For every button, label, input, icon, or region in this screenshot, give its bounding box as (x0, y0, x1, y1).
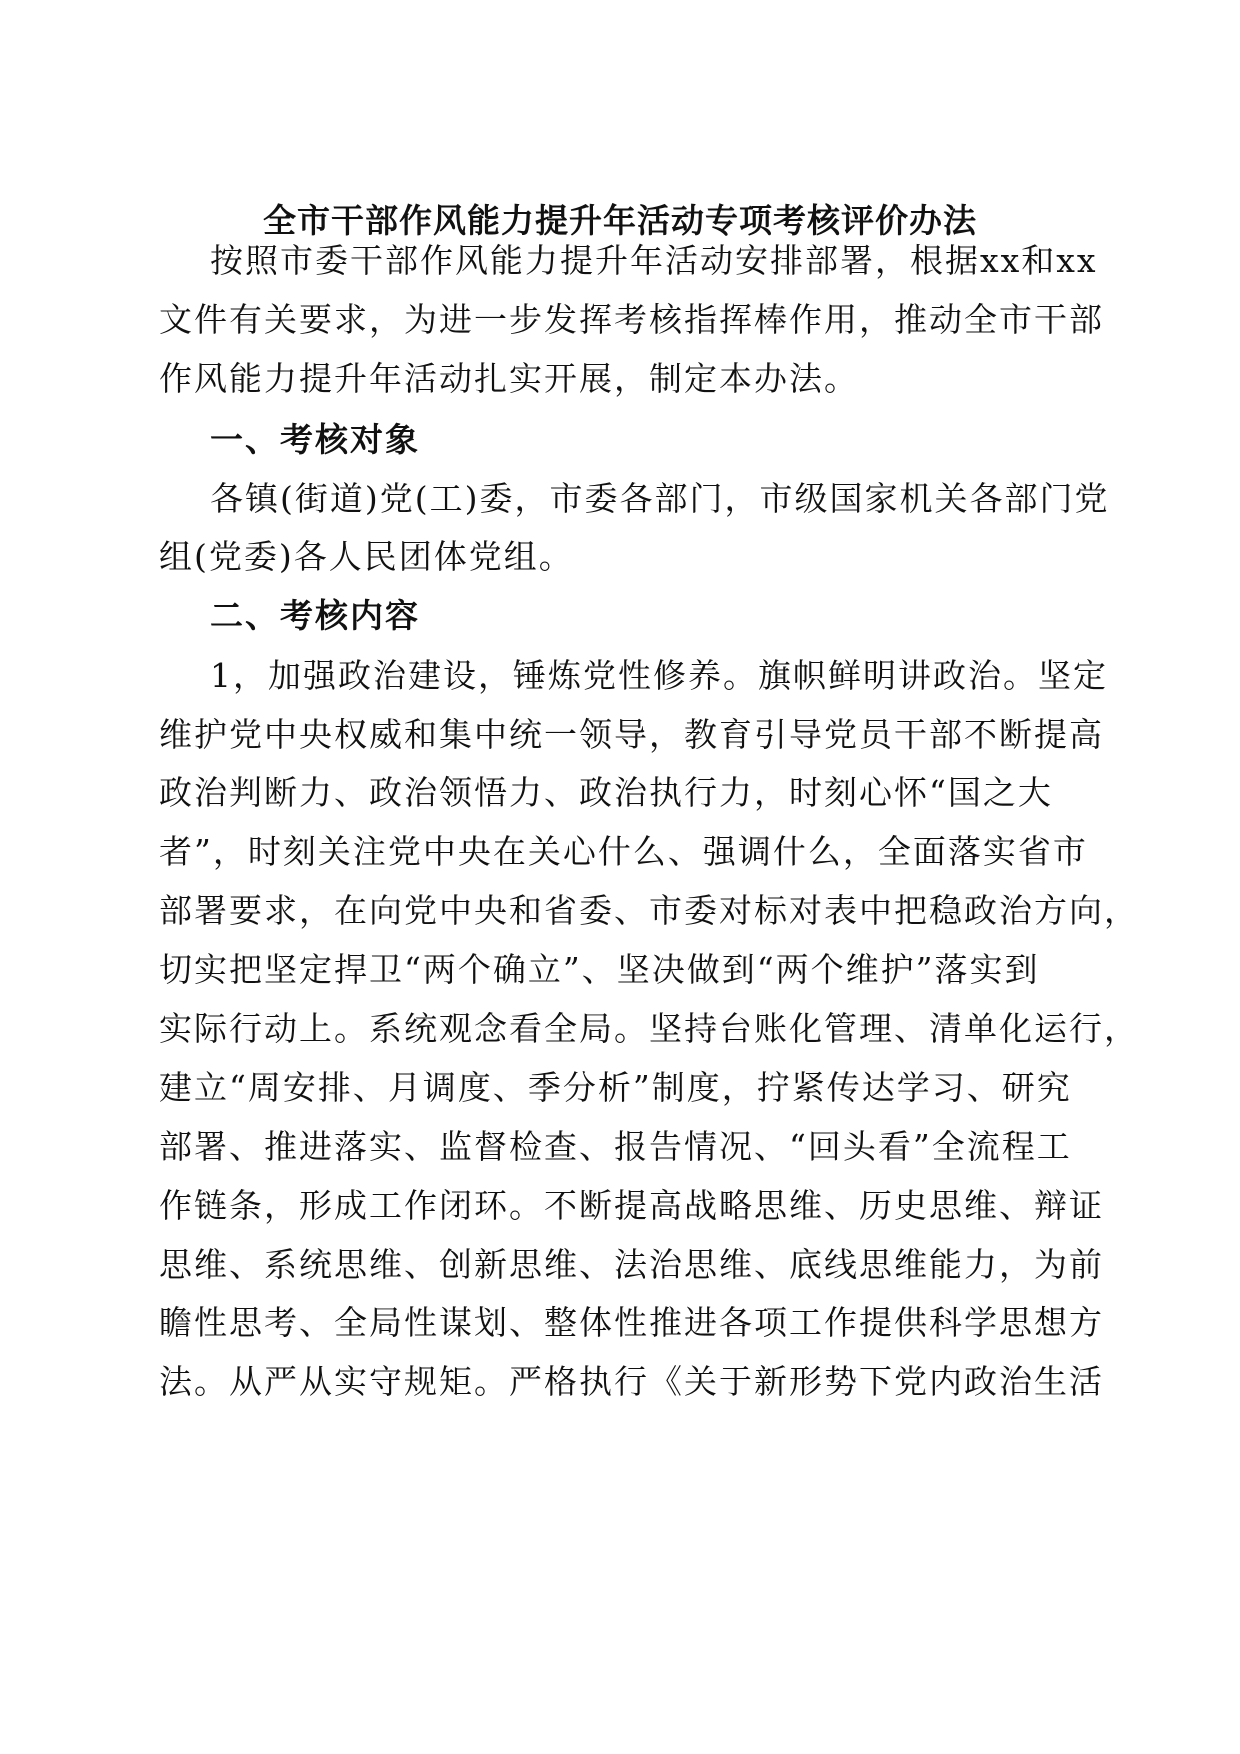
intro-line: 按照市委干部作风能力提升年活动安排部署，根据xx和xx (210, 241, 1098, 280)
body-line: 各镇(街道)党(工)委，市委各部门，市级国家机关各部门党 (210, 479, 1110, 518)
body-line: 部署要求，在向党中央和省委、市委对标对表中把稳政治方向， (159, 891, 1139, 930)
body-line: 建立“周安排、月调度、季分析”制度，拧紧传达学习、研究 (159, 1068, 1072, 1107)
body-line: 法。从严从实守规矩。严格执行《关于新形势下党内政治生活 (159, 1362, 1104, 1401)
intro-line: 文件有关要求，为进一步发挥考核指挥棒作用，推动全市干部 (159, 300, 1104, 339)
body-line: 1，加强政治建设，锤炼党性修养。旗帜鲜明讲政治。坚定 (210, 656, 1108, 695)
body-line: 作链条，形成工作闭环。不断提高战略思维、历史思维、辩证 (159, 1186, 1104, 1225)
document-title: 全市干部作风能力提升年活动专项考核评价办法 (263, 201, 977, 240)
body-line: 组(党委)各人民团体党组。 (159, 537, 574, 576)
section-heading: 二、考核内容 (210, 596, 420, 635)
body-line: 瞻性思考、全局性谋划、整体性推进各项工作提供科学思想方 (159, 1303, 1104, 1342)
body-line: 实际行动上。系统观念看全局。坚持台账化管理、清单化运行， (159, 1009, 1139, 1048)
body-line: 者”，时刻关注党中央在关心什么、强调什么，全面落实省市 (159, 832, 1088, 871)
body-line: 切实把坚定捍卫“两个确立”、坚决做到“两个维护”落实到 (159, 950, 1040, 989)
intro-line: 作风能力提升年活动扎实开展，制定本办法。 (159, 359, 859, 398)
body-line: 政治判断力、政治领悟力、政治执行力，时刻心怀“国之大 (159, 773, 1053, 812)
body-line: 部署、推进落实、监督检查、报告情况、“回头看”全流程工 (159, 1127, 1072, 1166)
body-line: 思维、系统思维、创新思维、法治思维、底线思维能力，为前 (159, 1245, 1104, 1284)
section-heading: 一、考核对象 (210, 420, 420, 459)
body-line: 维护党中央权威和集中统一领导，教育引导党员干部不断提高 (159, 715, 1104, 754)
